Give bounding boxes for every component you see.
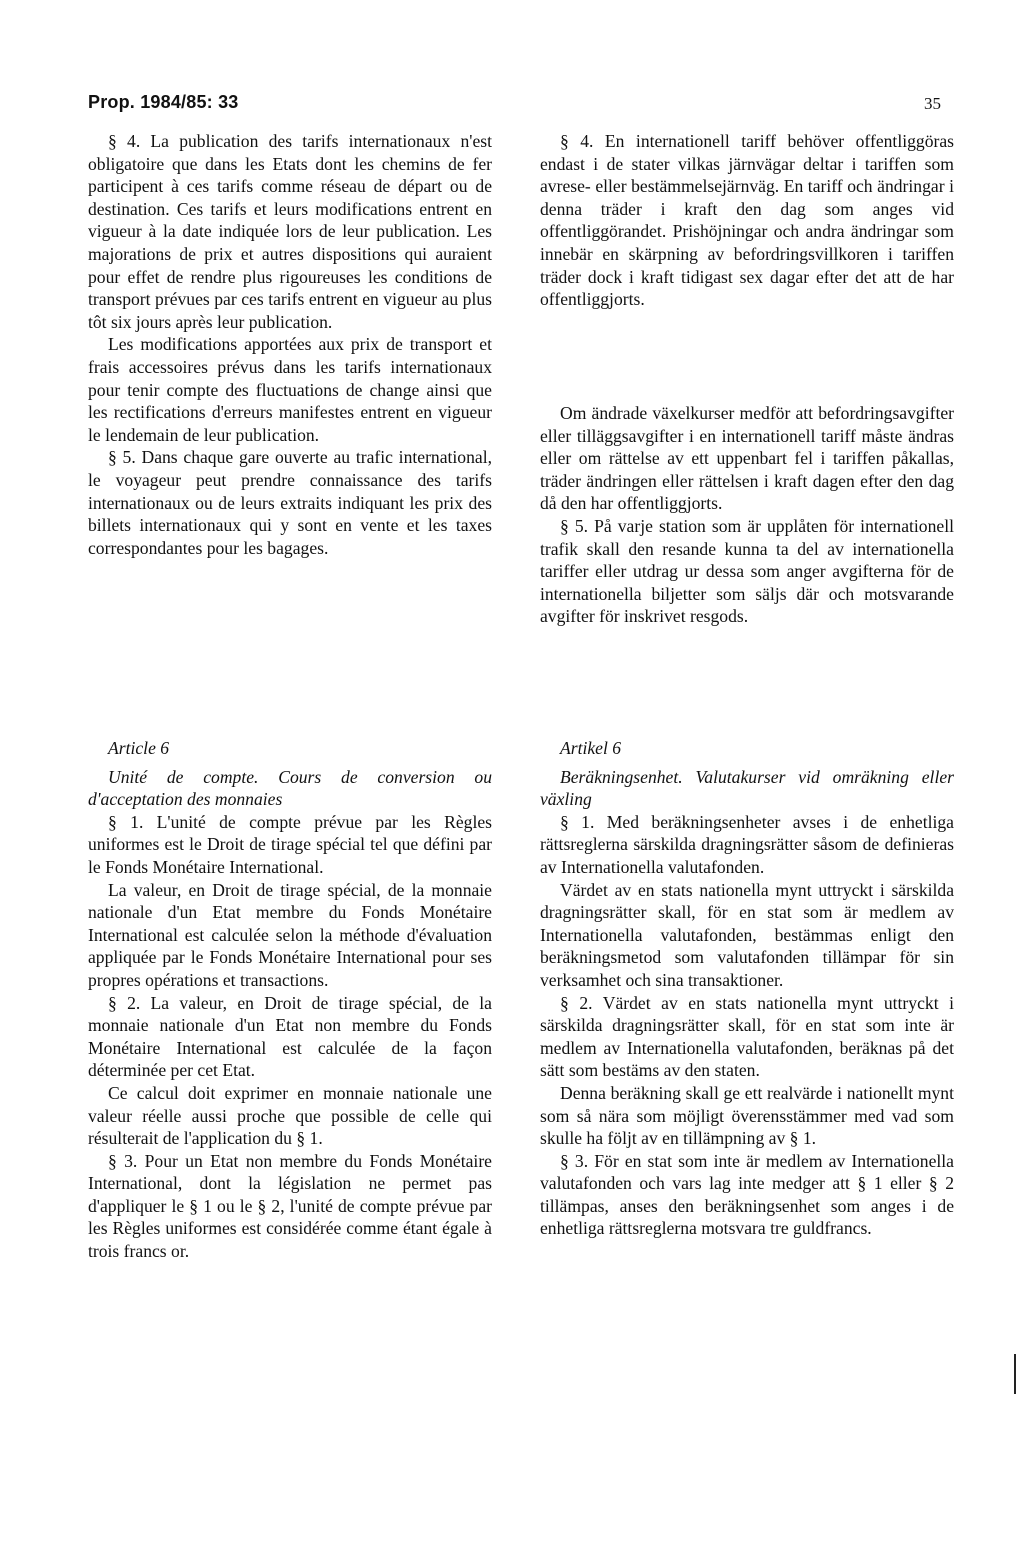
paragraph: La valeur, en Droit de tirage spécial, de la monnaie nationale d'un Etat membre du Fonds Monétaire International est calculée selon la méthode d'évaluation appliquée par le Fonds Monétaire International pour ses propres opérations et transactions.	[88, 879, 492, 990]
page-number: 35	[924, 94, 941, 113]
paragraph: § 2. Värdet av en stats nationella mynt uttryckt i särskilda dragningsrätter skall, för en stat som inte är medlem av Internationella valutafonden, beräknas på det sätt som bestäms av den staten.	[540, 992, 954, 1081]
article-title: Article 6	[108, 738, 170, 758]
paragraph: § 2. La valeur, en Droit de tirage spécial, de la monnaie nationale d'un Etat non membre du Fonds Monétaire International est calculée de la façon déterminée per cet Etat.	[88, 992, 492, 1081]
swedish-section-tariffs-a	[540, 130, 954, 311]
paragraph: § 3. För en stat som inte är medlem av Internationella valutafonden och vars lag inte medger att § 1 eller § 2 tillämpas, anses den beräkningsenhet som anges i de enhetliga rättsreglerna motsvara tre guldfrancs.	[540, 1150, 954, 1239]
paragraph: § 1. L'unité de compte prévue par les Règles uniformes est le Droit de tirage spécial tel que défini par le Fonds Monétaire International.	[88, 811, 492, 877]
paragraph: Värdet av en stats nationella mynt uttryckt i särskilda dragningsrätter skall, för en stat som är medlem av Internationella valutafonden, bestämmas enligt den beräkningsmetod som valutafonden tillämpar för sin verksamhet och sina transaktioner.	[540, 879, 954, 990]
paragraph: § 4. La publication des tarifs internationaux n'est obligatoire que dans les Etats dont les chemins de fer participent à ces tarifs comme réseau de départ ou de destination. Ces tarifs et leurs modifications entrent en vigueur à la date indiquée lors de leur publication. Les majorations de prix et autres dispositions qui auraient pour effet de rendre plus rigoureuses les conditions de transport prévues par ces tarifs entrent en vigueur au plus tôt six jours après leur publication.	[88, 131, 492, 332]
paragraph: Les modifications apportées aux prix de transport et frais accessoires prévus dans les tarifs internationaux pour tenir compte des fluctuations de change ainsi que les rectifications d'erreurs manifestes entrent en vigueur le lendemain de leur publication.	[88, 334, 492, 445]
paragraph: § 5. På varje station som är upplåten för internationell trafik skall den resande kunna ta del av internationella tariffer eller utdrag ur dessa som anger avgifterna för de internationella biljetter som säljs där och motsvarande avgifter för inskrivet resgods.	[540, 515, 954, 627]
article-subtitle: Unité de compte. Cours de conversion ou d'acceptation des monnaies	[88, 766, 492, 810]
paragraph: Denna beräkning skall ge ett realvärde i nationellt mynt som så nära som möjligt överensstämmer med vad som skulle ha följt av en tillämpning av § 1.	[540, 1082, 954, 1149]
swedish-section-tariffs-b	[540, 402, 954, 628]
paragraph: § 4. En internationell tariff behöver offentliggöras endast i de stater vilkas järnvägar deltar i tariffen som avrese- eller bestämmelsejärnväg. En tariff och ändringar i denna träder i kraft den dag som anges vid offentliggörandet. Prishöjningar och andra ändringar som innebär en skärpning av befordringsvillkoren i tariffen träder dock i kraft tidigast sex dagar efter det att de har offentliggjorts.	[540, 131, 954, 310]
paragraph: § 1. Med beräkningsenheter avses i de enhetliga rättsreglerna särskilda dragningsrätter såsom de definieras av Internationella valutafonden.	[540, 811, 954, 877]
article-title: Artikel 6	[560, 738, 622, 758]
paragraph: § 5. Dans chaque gare ouverte au trafic international, le voyageur peut prendre connaissance des tarifs internationaux ou de leurs extraits indiquant les prix des billets internationaux qui y sont en vente et les taxes correspondantes pour les bagages.	[88, 447, 492, 558]
paragraph: § 3. Pour un Etat non membre du Fonds Monétaire International, dont la législation ne permet pas d'appliquer le § 1 ou le § 2, l'unité de compte prévue par les Règles uniformes est considérée comme étant égale à trois francs or.	[88, 1150, 492, 1262]
document-reference: Prop. 1984/85: 33	[88, 92, 239, 112]
swedish-article-6	[540, 737, 954, 1240]
french-article-6	[88, 737, 492, 1263]
margin-mark	[1014, 1354, 1016, 1394]
article-subtitle: Beräkningsenhet. Valutakurser vid omräkning eller växling	[540, 766, 954, 810]
french-section-tariffs	[88, 130, 492, 559]
paragraph: Ce calcul doit exprimer en monnaie nationale une valeur réelle aussi proche que possible de celle qui résulterait de l'application du § 1.	[88, 1082, 492, 1149]
paragraph: Om ändrade växelkurser medför att befordringsavgifter eller tilläggsavgifter i en internationell tariff måste ändras eller om rättelse av ett uppenbart fel i tariffen påkallas, träder ändringen eller rättelsen i kraft dagen efter den dag då den har offentliggjorts.	[540, 403, 954, 514]
